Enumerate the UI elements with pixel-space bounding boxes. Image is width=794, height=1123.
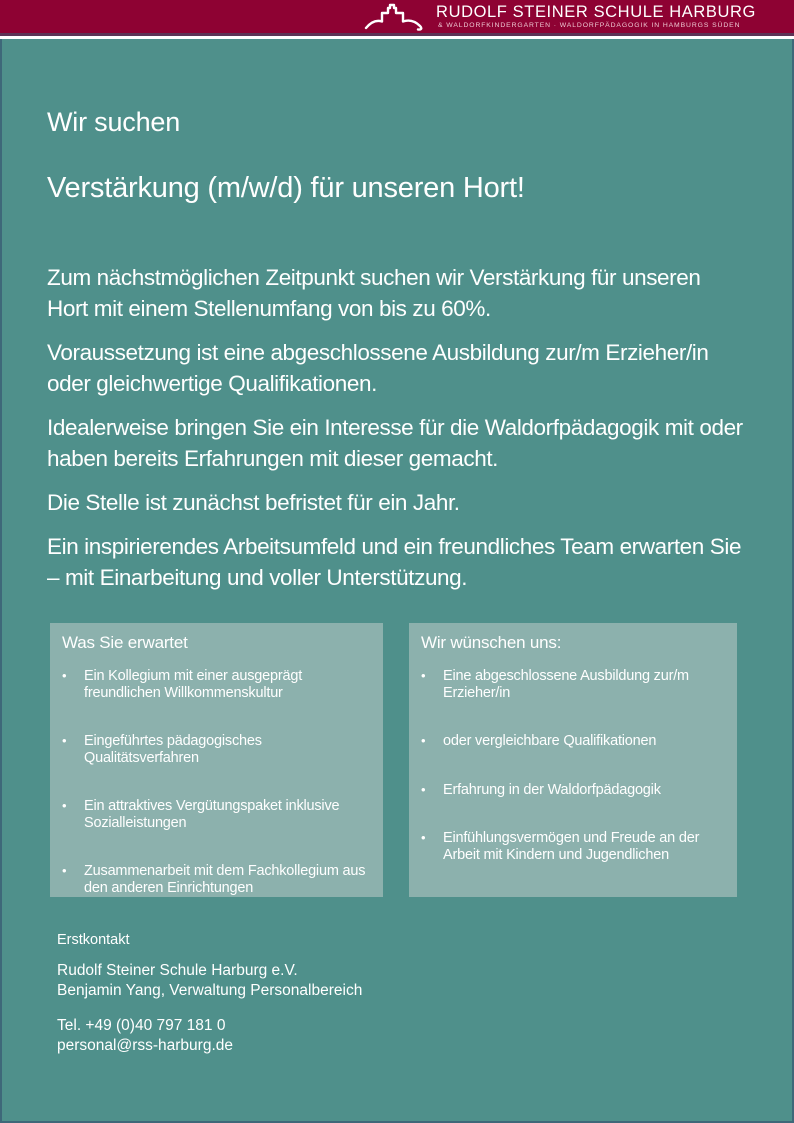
list-item-text: Zusammenarbeit mit dem Fachkollegium aus den anderen Einrichtungen (84, 863, 366, 896)
bullet-icon: • (62, 668, 67, 683)
header-text (436, 3, 756, 30)
school-tagline: & WALDORFKINDERGARTEN · WALDORFPÄDAGOGIK IN HAMBURGS SÜDEN (438, 22, 741, 29)
bullet-icon: • (62, 863, 67, 878)
page-title: Verstärkung (m/w/d) für unseren Hort! (47, 172, 525, 204)
list-item-text: Ein Kollegium mit einer ausgeprägt freundlichen Willkommenskultur (84, 668, 303, 701)
list-item (62, 668, 369, 701)
list-item-text: Eine abgeschlossene Ausbildung zur/m Erzieher/in (443, 668, 689, 701)
bullet-list (62, 668, 369, 896)
bullet-icon: • (62, 733, 67, 748)
list-item (421, 733, 723, 750)
bullet-icon: • (62, 798, 67, 813)
list-item-text: Ein attraktives Vergütungspaket inklusive Sozialleistungen (84, 798, 340, 831)
list-item (62, 733, 369, 766)
bullet-icon: • (421, 830, 426, 845)
contact-block (57, 931, 747, 1056)
list-item (62, 863, 369, 896)
header-bar (0, 0, 794, 36)
contact-lines (57, 1016, 747, 1056)
contact-org-name: Rudolf Steiner Schule Harburg e.V. (57, 962, 298, 979)
list-item (421, 830, 723, 863)
box-what-we-wish (409, 623, 737, 897)
intro-line: Wir suchen (47, 107, 181, 137)
school-logo-icon (363, 3, 429, 33)
bullet-icon: • (421, 733, 426, 748)
bullet-icon: • (421, 781, 426, 797)
bullet-list (421, 668, 723, 863)
list-item-text: Erfahrung in der Waldorfpädagogik (443, 781, 661, 798)
contact-org (57, 961, 747, 1001)
list-item (62, 798, 369, 831)
contact-phone: Tel. +49 (0)40 797 181 0 (57, 1017, 226, 1034)
paragraph: Zum nächstmöglichen Zeitpunkt suchen wir Verstärkung für unseren Hort mit einem Stellenumfang von bis zu 60%. (47, 265, 701, 321)
list-item-text: Eingeführtes pädagogisches Qualitätsverfahren (84, 733, 262, 766)
list-item-text: Einfühlungsvermögen und Freude an der Arbeit mit Kindern und Jugendlichen (443, 830, 700, 863)
contact-person: Benjamin Yang, Verwaltung Personalbereich (57, 982, 363, 999)
paragraph: Voraussetzung ist eine abgeschlossene Ausbildung zur/m Erzieher/in oder gleichwertige Qualifikationen. (47, 340, 709, 396)
list-item (421, 668, 723, 701)
paragraph: Die Stelle ist zunächst befristet für ein Jahr. (47, 490, 460, 515)
bullet-icon: • (421, 668, 426, 683)
contact-email: personal@rss-harburg.de (57, 1037, 233, 1054)
poster-content (2, 106, 792, 1056)
box-title: Wir wünschen uns: (421, 633, 562, 652)
contact-label: Erstkontakt (57, 932, 130, 948)
paragraph: Idealerweise bringen Sie ein Interesse für die Waldorfpädagogik mit oder haben bereits Erfahrungen mit dieser gemacht. (47, 415, 743, 471)
list-item (421, 782, 723, 799)
box-what-to-expect (50, 623, 383, 897)
box-title: Was Sie erwartet (62, 633, 188, 652)
paragraph: Ein inspirierendes Arbeitsumfeld und ein freundliches Team erwarten Sie – mit Einarbeitung und voller Unterstützung. (47, 534, 742, 590)
body-text (47, 262, 747, 593)
info-boxes (50, 623, 747, 897)
list-item-text: oder vergleichbare Qualifikationen (443, 733, 657, 749)
school-name: RUDOLF STEINER SCHULE HARBURG (436, 3, 756, 21)
poster-panel (0, 39, 794, 1123)
